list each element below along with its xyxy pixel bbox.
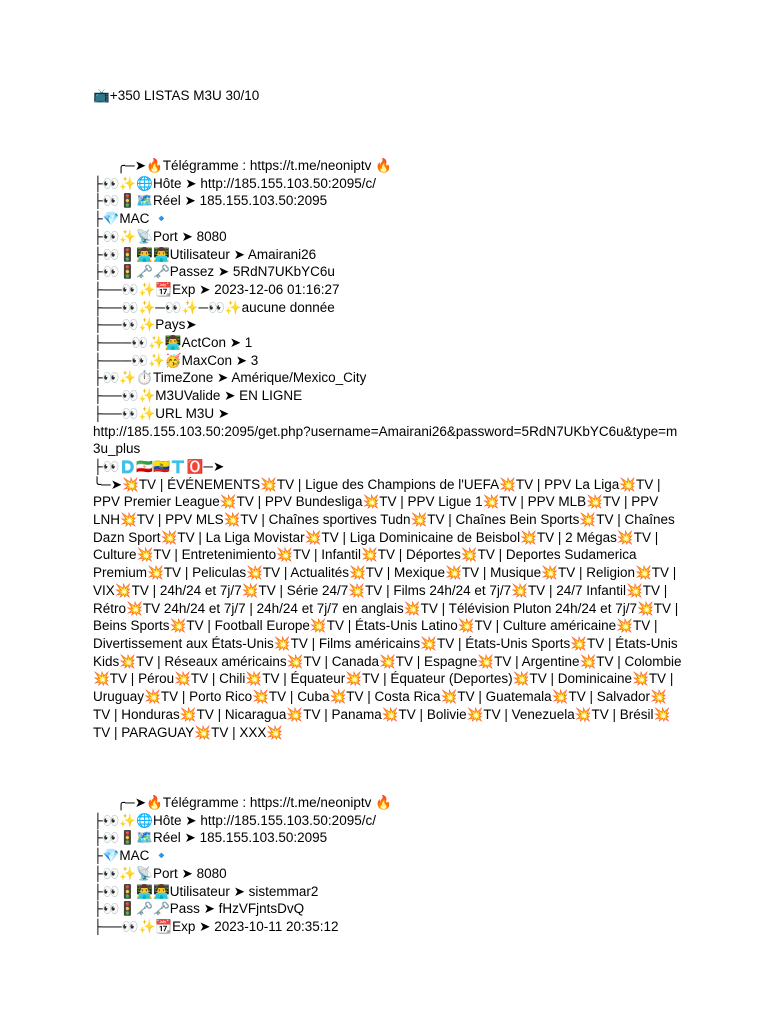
country-line: ├──👀✨Pays➤ [93,317,197,333]
telegram-line[interactable]: ╭─➤🔥Télégramme : https://t.me/neoniptv 🔥 [117,158,392,173]
m3u-valid-line: ├──👀✨M3UValide ➤ EN LIGNE [93,388,303,404]
direct-line: ├👀🇩🇮🇷🇪🇨🇹🅾️─➤ [93,458,225,474]
exp-line: ├──👀✨📆Exp ➤ 2023-10-11 20:35:12 [93,918,339,934]
real-line: ├👀🚦🗺️Réel ➤ 185.155.103.50:2095 [93,193,328,209]
maxcon-line: ├───👀✨🥳MaxCon ➤ 3 [93,352,259,368]
password-line: ├👀🚦🗝️🗝️Passez ➤ 5RdN7UKbYC6u [93,264,335,280]
real-line: ├👀🚦🗺️Réel ➤ 185.155.103.50:2095 [93,830,328,846]
exp-line: ├──👀✨📆Exp ➤ 2023-12-06 01:16:27 [93,281,340,297]
host-line: ├👀✨🌐Hôte ➤ http://185.155.103.50:2095/c/ [93,175,376,191]
account-entry-1 [93,157,683,741]
document-title: 📺+350 LISTAS M3U 30/10 [93,88,260,103]
account-entry-2 [93,794,683,936]
port-line: ├👀✨📡Port ➤ 8080 [93,865,227,881]
user-line: ├👀🚦👨‍💻👨‍💻Utilisateur ➤ Amairani26 [93,246,317,262]
port-line: ├👀✨📡Port ➤ 8080 [93,228,227,244]
no-data-line: ├──👀✨─👀✨─👀✨aucune donnée [93,299,335,315]
timezone-line: ├👀✨⏱️TimeZone ➤ Amérique/Mexico_City [93,370,367,386]
mac-line: ├💎MAC 🔹 [93,848,170,864]
host-line: ├👀✨🌐Hôte ➤ http://185.155.103.50:2095/c/ [93,812,376,828]
actcon-line: ├───👀✨👨‍💻ActCon ➤ 1 [93,335,253,351]
categories-list: ╰─➤💥TV | ÉVÉNEMENTS💥TV | Ligue des Champions de l'UEFA💥TV | PPV La Liga💥TV | PPV Premier League💥TV | PPV Bundesliga💥TV | PPV Ligue 1💥TV | PPV MLB💥TV | PPV LNH💥TV | PPV MLS💥TV | Chaînes sportives Tudn💥TV | Chaînes Bein Sports💥TV | Chaînes Dazn Sport💥TV | La Liga Movistar💥TV | Liga Dominicaine de Beisbol💥TV | 2 Mégas💥TV | Culture💥TV | Entretenimiento💥TV | Infantil💥TV | Déportes💥TV | Deportes Sudamerica Premium💥TV | Peliculas💥TV | Actualités💥TV | Mexique💥TV | Musique💥TV | Religion💥TV | VIX💥TV | 24h/24 et 7j/7💥TV | Série 24/7💥TV | Films 24h/24 et 7j/7💥TV | 24/7 Infantil💥TV | Rétro💥TV 24h/24 et 7j/7 | 24h/24 et 7j/7 en anglais💥TV | Télévision Pluton 24h/24 et 7j/7💥TV | Beins Sports💥TV | Football Europe💥TV | États-Unis Latino💥TV | Culture américaine💥TV | Divertissement aux États-Unis💥TV | Films américains💥TV | États-Unis Sports💥TV | États-Unis Kids💥TV | Réseaux américains💥TV | Canada💥TV | Espagne💥TV | Argentine💥TV | Colombie💥TV | Pérou💥TV | Chili💥TV | Équateur💥TV | Équateur (Deportes)💥TV | Dominicaine💥TV | Uruguay💥TV | Porto Rico💥TV | Cuba💥TV | Costa Rica💥TV | Guatemala💥TV | Salvador💥TV | Honduras💥TV | Nicaragua💥TV | Panama💥TV | Bolivie💥TV | Venezuela💥TV | Brésil💥TV | PARAGUAY💥TV | XXX💥 [93,476,682,740]
m3u-url-link[interactable]: http://185.155.103.50:2095/get.php?username=Amairani26&password=5RdN7UKbYC6u&type=m3u_plus [93,423,678,457]
telegram-line[interactable]: ╭─➤🔥Télégramme : https://t.me/neoniptv 🔥 [117,795,392,810]
password-line: ├👀🚦🗝️🗝️Pass ➤ fHzVFjntsDvQ [93,901,305,917]
mac-line: ├💎MAC 🔹 [93,211,170,227]
user-line: ├👀🚦👨‍💻👨‍💻Utilisateur ➤ sistemmar2 [93,883,319,899]
m3u-url-label: ├──👀✨URL M3U ➤ [93,405,230,421]
